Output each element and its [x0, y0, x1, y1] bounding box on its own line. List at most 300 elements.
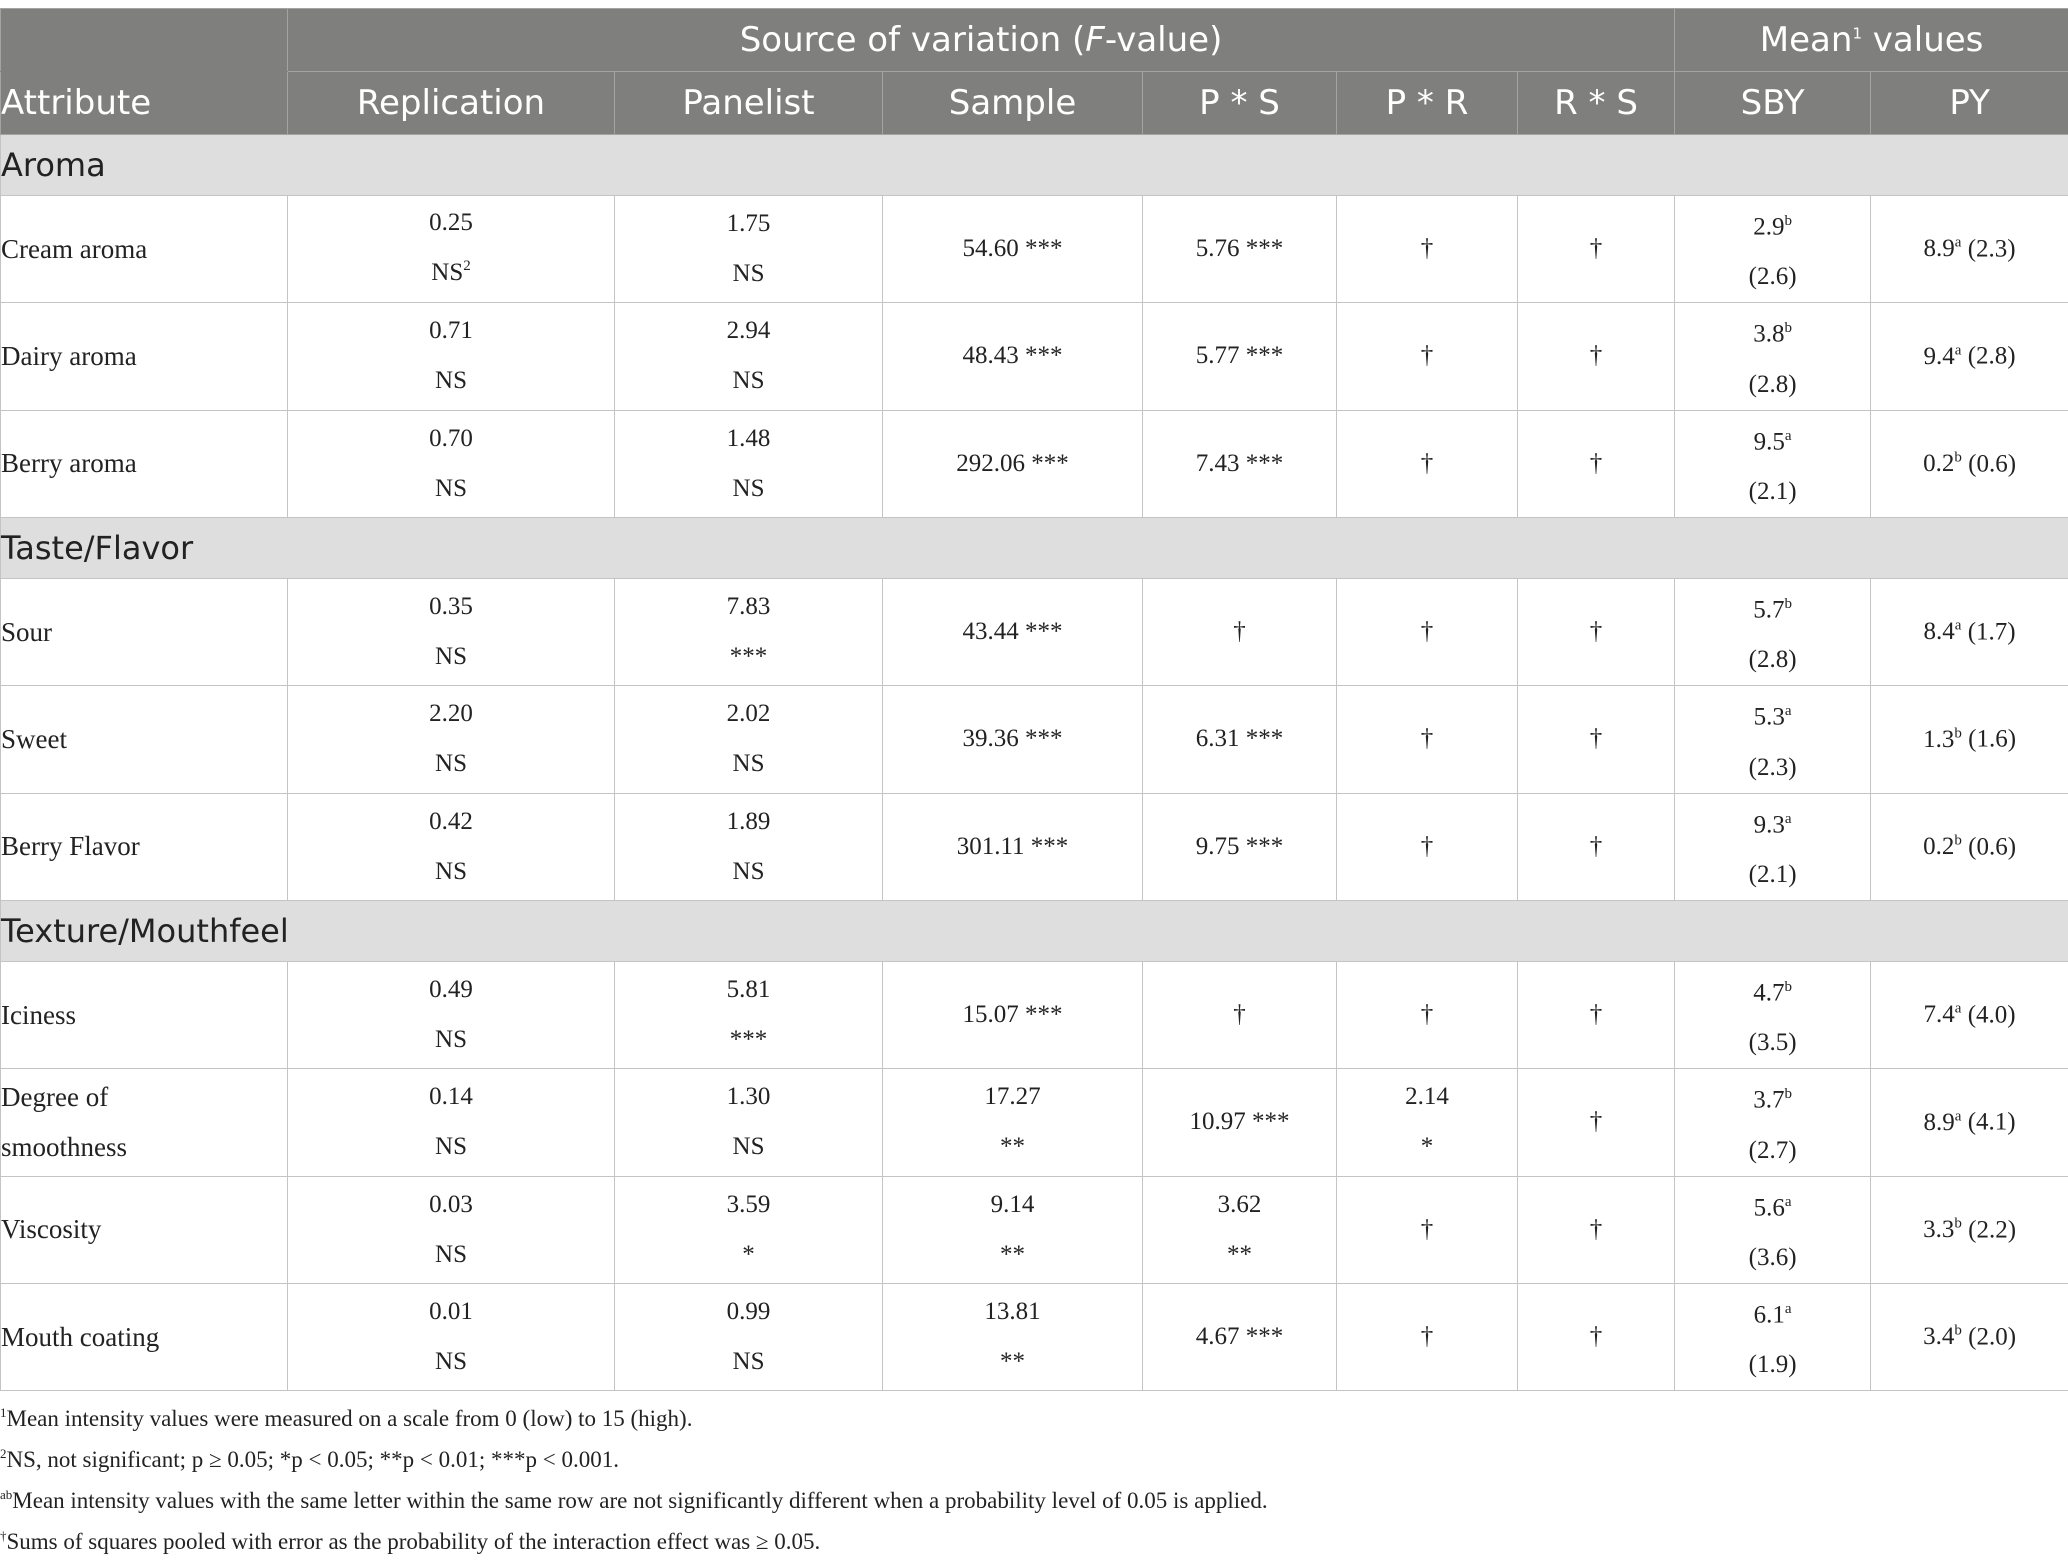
table-row [1, 686, 2068, 793]
rs-cell [1518, 1176, 1675, 1283]
replication-cell [288, 410, 615, 517]
attribute-column-header: Attribute [1, 72, 288, 135]
sample-cell [883, 303, 1143, 410]
cell-text: NS [435, 367, 467, 394]
mean-value [1675, 196, 1870, 252]
mean-number: 3.7 [1753, 1087, 1784, 1114]
mean-number: 3.3 [1923, 1216, 1954, 1243]
cell-line [615, 306, 882, 356]
cell-line [615, 1122, 882, 1172]
standard-deviation: (1.6) [1968, 726, 2016, 753]
attribute-cell: Sweet [1, 686, 288, 793]
ps-cell [1143, 1283, 1337, 1390]
rs-cell [1518, 1283, 1675, 1390]
cell-text: NS [435, 1348, 467, 1375]
cell-text: † [1421, 450, 1434, 477]
sample-cell [883, 686, 1143, 793]
ps-cell [1143, 578, 1337, 685]
cell-text: † [1590, 833, 1603, 860]
cell-text: 54.60 *** [963, 235, 1063, 262]
standard-deviation: (1.7) [1968, 618, 2016, 645]
standard-deviation: (0.6) [1968, 450, 2016, 477]
significance-letter: b [1954, 450, 1962, 466]
sby-cell [1675, 793, 1871, 900]
cell-line [288, 739, 614, 789]
standard-deviation: (2.8) [1968, 343, 2016, 370]
cell-text: † [1421, 342, 1434, 369]
cell-line [288, 1072, 614, 1122]
attribute-cell: Dairy aroma [1, 303, 288, 410]
cell-text: † [1590, 1001, 1603, 1028]
mean-value [1675, 411, 1870, 467]
significance-letter: a [1785, 428, 1792, 444]
cell-text: † [1421, 833, 1434, 860]
cell-text: 3.59 [727, 1191, 771, 1218]
header-row-2 [1, 72, 2068, 135]
cell-text: ** [1000, 1241, 1025, 1268]
cell-text: † [1590, 725, 1603, 752]
significance-letter: b [1784, 1086, 1792, 1102]
rs-cell [1518, 410, 1675, 517]
significance-letter: b [1784, 979, 1792, 995]
section-title: Aroma [1, 135, 2068, 196]
cell-text: 2.20 [429, 700, 473, 727]
table-row [1, 1069, 2068, 1176]
cell-text: † [1590, 235, 1603, 262]
replication-cell [288, 686, 615, 793]
cell-text: 1.48 [727, 425, 771, 452]
cell-line [615, 965, 882, 1015]
cell-line [615, 847, 882, 897]
cell-text: † [1421, 1323, 1434, 1350]
cell-text: † [1421, 725, 1434, 752]
attribute-cell: Sour [1, 578, 288, 685]
cell-text: NS [435, 1133, 467, 1160]
mean-value [1675, 962, 1870, 1018]
cell-text: ** [1227, 1241, 1252, 1268]
mean-value [1923, 726, 1962, 753]
cell-text: NS [733, 260, 765, 287]
mean-value [1923, 833, 1962, 860]
cell-line [288, 198, 614, 248]
cell-text: NS [435, 858, 467, 885]
standard-deviation: (2.7) [1675, 1126, 1870, 1176]
mean-number: 8.9 [1924, 1109, 1955, 1136]
attribute-cell: Mouth coating [1, 1283, 288, 1390]
standard-deviation: (2.1) [1675, 467, 1870, 517]
cell-text: 0.70 [429, 425, 473, 452]
significance-letter: a [1955, 342, 1962, 358]
mean-number: 5.7 [1753, 596, 1784, 623]
standard-deviation: (2.1) [1675, 850, 1870, 900]
py-cell [1871, 410, 2068, 517]
sby-cell [1675, 1283, 1871, 1390]
cell-line [615, 1287, 882, 1337]
source-of-variation-header: Source of variation (F-value) [288, 9, 1675, 72]
replication-cell [288, 1283, 615, 1390]
mean-value [1924, 235, 1962, 262]
replication-cell [288, 303, 615, 410]
cell-text: † [1421, 1001, 1434, 1028]
rs-cell [1518, 1069, 1675, 1176]
sby-cell [1675, 410, 1871, 517]
footnote-text: Sums of squares pooled with error as the probability of the interaction effect was ≥ 0.05. [7, 1529, 821, 1554]
pr-cell [1337, 578, 1518, 685]
cell-line [1143, 1180, 1336, 1230]
cell-text: 1.30 [727, 1083, 771, 1110]
cell-line [615, 414, 882, 464]
mean-number: 3.4 [1923, 1323, 1954, 1350]
section-title: Texture/Mouthfeel [1, 900, 2068, 961]
mean-value [1923, 450, 1962, 477]
cell-line [1337, 1072, 1517, 1122]
significance-letter: b [1784, 320, 1792, 336]
cell-text: † [1590, 1323, 1603, 1350]
standard-deviation: (2.3) [1675, 743, 1870, 793]
cell-text: 0.71 [429, 317, 473, 344]
ps-cell [1143, 793, 1337, 900]
cell-line [288, 965, 614, 1015]
cell-text: *** [730, 643, 768, 670]
cell-line [288, 1230, 614, 1280]
cell-text: NS [435, 750, 467, 777]
cell-text: † [1233, 1001, 1246, 1028]
footnote [0, 1523, 2060, 1564]
significance-letter: b [1954, 833, 1962, 849]
significance-letter: b [1784, 213, 1792, 229]
standard-deviation: (1.9) [1675, 1340, 1870, 1390]
mean-number: 8.4 [1924, 618, 1955, 645]
py-cell [1871, 793, 2068, 900]
attribute-cell: Cream aroma [1, 196, 288, 303]
standard-deviation: (4.0) [1968, 1001, 2016, 1028]
replication-cell [288, 578, 615, 685]
pr-cell [1337, 961, 1518, 1068]
rs-cell [1518, 578, 1675, 685]
mean-number: 4.7 [1753, 979, 1784, 1006]
sample-cell [883, 1069, 1143, 1176]
significance-letter: a [1785, 811, 1792, 827]
cell-line [288, 1180, 614, 1230]
significance-letter: a [1955, 1108, 1962, 1124]
pr-cell [1337, 793, 1518, 900]
rs-column-header: R * S [1518, 72, 1675, 135]
cell-line [615, 797, 882, 847]
cell-text: 1.89 [727, 808, 771, 835]
footnote-mark: † [0, 1528, 7, 1543]
cell-text: 2.14 [1405, 1083, 1449, 1110]
cell-text: 9.75 *** [1196, 833, 1284, 860]
significance-letter: a [1785, 1194, 1792, 1210]
sby-column-header: SBY [1675, 72, 1871, 135]
pr-cell [1337, 410, 1518, 517]
cell-line [288, 306, 614, 356]
cell-line [288, 356, 614, 406]
ps-cell [1143, 410, 1337, 517]
mean-number: 8.9 [1924, 235, 1955, 262]
attribute-cell: Viscosity [1, 1176, 288, 1283]
cell-text: 5.81 [727, 976, 771, 1003]
sample-cell [883, 1176, 1143, 1283]
replication-cell [288, 1069, 615, 1176]
replication-cell [288, 961, 615, 1068]
replication-cell [288, 1176, 615, 1283]
mean-value [1675, 1177, 1870, 1233]
ps-cell [1143, 686, 1337, 793]
pr-cell [1337, 303, 1518, 410]
standard-deviation: (3.6) [1675, 1233, 1870, 1283]
cell-text: 7.43 *** [1196, 450, 1284, 477]
cell-text: 2.02 [727, 700, 771, 727]
py-cell [1871, 196, 2068, 303]
footnote-text: Mean intensity values were measured on a scale from 0 (low) to 15 (high). [7, 1406, 693, 1431]
mean-number: 0.2 [1923, 450, 1954, 477]
sample-cell [883, 410, 1143, 517]
footnote-mark: ab [0, 1487, 12, 1502]
cell-line [883, 1287, 1142, 1337]
cell-line [288, 689, 614, 739]
mean-value [1924, 343, 1962, 370]
rs-cell [1518, 196, 1675, 303]
sample-column-header: Sample [883, 72, 1143, 135]
cell-text: 0.35 [429, 593, 473, 620]
ps-cell [1143, 196, 1337, 303]
py-cell [1871, 1176, 2068, 1283]
standard-deviation: (2.0) [1968, 1323, 2016, 1350]
standard-deviation: (4.1) [1968, 1109, 2016, 1136]
cell-text: 5.77 *** [1196, 342, 1284, 369]
section-row [1, 517, 2068, 578]
cell-text: 0.03 [429, 1191, 473, 1218]
replication-column-header: Replication [288, 72, 615, 135]
py-cell [1871, 1069, 2068, 1176]
replication-cell [288, 793, 615, 900]
table-row [1, 961, 2068, 1068]
standard-deviation: (2.8) [1675, 360, 1870, 410]
sample-cell [883, 793, 1143, 900]
cell-text: NS [733, 475, 765, 502]
cell-line [288, 248, 614, 301]
cell-line [615, 1337, 882, 1387]
cell-line [615, 689, 882, 739]
sby-cell [1675, 1176, 1871, 1283]
py-cell [1871, 578, 2068, 685]
cell-text: NS [733, 1348, 765, 1375]
cell-line [615, 739, 882, 789]
cell-line [288, 797, 614, 847]
sample-cell [883, 961, 1143, 1068]
cell-line [615, 1180, 882, 1230]
mean-value [1675, 686, 1870, 742]
sby-cell [1675, 686, 1871, 793]
mean-value [1675, 1284, 1870, 1340]
cell-text: 0.14 [429, 1083, 473, 1110]
pr-cell [1337, 686, 1518, 793]
significance-letter: b [1954, 1216, 1962, 1232]
cell-text: † [1233, 618, 1246, 645]
cell-text: † [1421, 1216, 1434, 1243]
replication-cell [288, 196, 615, 303]
cell-text: 0.01 [429, 1298, 473, 1325]
pr-cell [1337, 1176, 1518, 1283]
cell-text: 10.97 *** [1190, 1108, 1290, 1135]
cell-text: 15.07 *** [963, 1001, 1063, 1028]
cell-line [288, 582, 614, 632]
cell-text: † [1421, 235, 1434, 262]
cell-text: 48.43 *** [963, 342, 1063, 369]
ps-cell [1143, 1069, 1337, 1176]
significance-letter: a [1785, 1301, 1792, 1317]
table-row [1, 578, 2068, 685]
cell-text: 43.44 *** [963, 618, 1063, 645]
mean-number: 9.3 [1754, 811, 1785, 838]
py-cell [1871, 686, 2068, 793]
cell-text: NS [733, 858, 765, 885]
cell-line [615, 356, 882, 406]
cell-text: ** [1000, 1133, 1025, 1160]
cell-text: † [1590, 1216, 1603, 1243]
cell-text: NS [435, 1026, 467, 1053]
cell-line [883, 1337, 1142, 1387]
mean-number: 0.2 [1923, 833, 1954, 860]
cell-line [288, 847, 614, 897]
rs-cell [1518, 303, 1675, 410]
cell-line [883, 1122, 1142, 1172]
mean-value [1923, 1216, 1962, 1243]
cell-line [615, 249, 882, 299]
mean-number: 7.4 [1924, 1001, 1955, 1028]
mean-value [1924, 618, 1962, 645]
cell-text: † [1590, 450, 1603, 477]
cell-text: NS [733, 750, 765, 777]
standard-deviation: (3.5) [1675, 1018, 1870, 1068]
header-row-1 [1, 9, 2068, 72]
cell-text: 2.94 [727, 317, 771, 344]
cell-line [883, 1230, 1142, 1280]
cell-text: *** [730, 1026, 768, 1053]
standard-deviation: (2.3) [1968, 235, 2016, 262]
py-column-header: PY [1871, 72, 2068, 135]
attribute-line: Degree of [1, 1072, 287, 1122]
cell-text: 0.25 [429, 209, 473, 236]
rs-cell [1518, 961, 1675, 1068]
cell-text: 9.14 [991, 1191, 1035, 1218]
attribute-cell: Iciness [1, 961, 288, 1068]
cell-text: 292.06 *** [956, 450, 1069, 477]
py-cell [1871, 961, 2068, 1068]
footnote-mark: 2 [0, 1446, 7, 1461]
cell-line [615, 464, 882, 514]
ps-cell [1143, 303, 1337, 410]
panelist-cell [615, 1283, 883, 1390]
footnote-mark: 1 [0, 1405, 7, 1420]
section-row [1, 135, 2068, 196]
mean-number: 1.3 [1923, 726, 1954, 753]
cell-text: † [1590, 1108, 1603, 1135]
cell-line [288, 414, 614, 464]
standard-deviation: (2.8) [1675, 635, 1870, 685]
footnote-ref: 2 [463, 258, 471, 274]
attribute-cell: Berry aroma [1, 410, 288, 517]
panelist-cell [615, 578, 883, 685]
panelist-cell [615, 196, 883, 303]
panelist-cell [615, 793, 883, 900]
cell-line [288, 1287, 614, 1337]
cell-line [615, 1072, 882, 1122]
cell-text: 6.31 *** [1196, 725, 1284, 752]
mean-value [1924, 1109, 1962, 1136]
sample-cell [883, 578, 1143, 685]
significance-letter: b [1954, 1323, 1962, 1339]
mean-value [1675, 579, 1870, 635]
cell-line [615, 1015, 882, 1065]
footnote [0, 1482, 2060, 1523]
standard-deviation: (2.6) [1675, 252, 1870, 302]
table-row [1, 303, 2068, 410]
cell-text: ** [1000, 1348, 1025, 1375]
sby-cell [1675, 961, 1871, 1068]
mean-value [1923, 1323, 1962, 1350]
cell-line [288, 464, 614, 514]
cell-text: NS [733, 1133, 765, 1160]
py-cell [1871, 303, 2068, 410]
panelist-cell [615, 410, 883, 517]
mean-number: 5.3 [1754, 704, 1785, 731]
cell-text: NS [435, 643, 467, 670]
cell-line [615, 199, 882, 249]
panelist-column-header: Panelist [615, 72, 883, 135]
cell-text: 39.36 *** [963, 725, 1063, 752]
footnote-text: NS, not significant; p ≥ 0.05; *p < 0.05; **p < 0.01; ***p < 0.001. [7, 1447, 619, 1472]
table-row [1, 1283, 2068, 1390]
mean-number: 6.1 [1754, 1301, 1785, 1328]
mean-value [1924, 1001, 1962, 1028]
cell-text: 3.62 [1218, 1191, 1262, 1218]
mean-number: 9.5 [1754, 428, 1785, 455]
section-title: Taste/Flavor [1, 517, 2068, 578]
cell-line [615, 1230, 882, 1280]
cell-line [615, 582, 882, 632]
cell-line [288, 1015, 614, 1065]
significance-letter: a [1955, 1001, 1962, 1017]
cell-line [1337, 1122, 1517, 1172]
mean-number: 9.4 [1924, 343, 1955, 370]
cell-text: 0.99 [727, 1298, 771, 1325]
attribute-cell [1, 1069, 288, 1176]
significance-letter: a [1955, 618, 1962, 634]
sby-cell [1675, 303, 1871, 410]
table-row [1, 196, 2068, 303]
cell-text: † [1590, 342, 1603, 369]
cell-text: NS [435, 1241, 467, 1268]
section-row [1, 900, 2068, 961]
table-body [1, 135, 2068, 1391]
pr-cell [1337, 1283, 1518, 1390]
mean-value [1675, 303, 1870, 359]
rs-cell [1518, 686, 1675, 793]
panelist-cell [615, 1069, 883, 1176]
py-cell [1871, 1283, 2068, 1390]
cell-line [288, 632, 614, 682]
panelist-cell [615, 686, 883, 793]
table-row [1, 1176, 2068, 1283]
significance-letter: a [1955, 235, 1962, 251]
cell-text: 0.49 [429, 976, 473, 1003]
cell-text: NS [733, 367, 765, 394]
mean-value [1675, 794, 1870, 850]
mean-number: 2.9 [1753, 213, 1784, 240]
ps-cell [1143, 961, 1337, 1068]
